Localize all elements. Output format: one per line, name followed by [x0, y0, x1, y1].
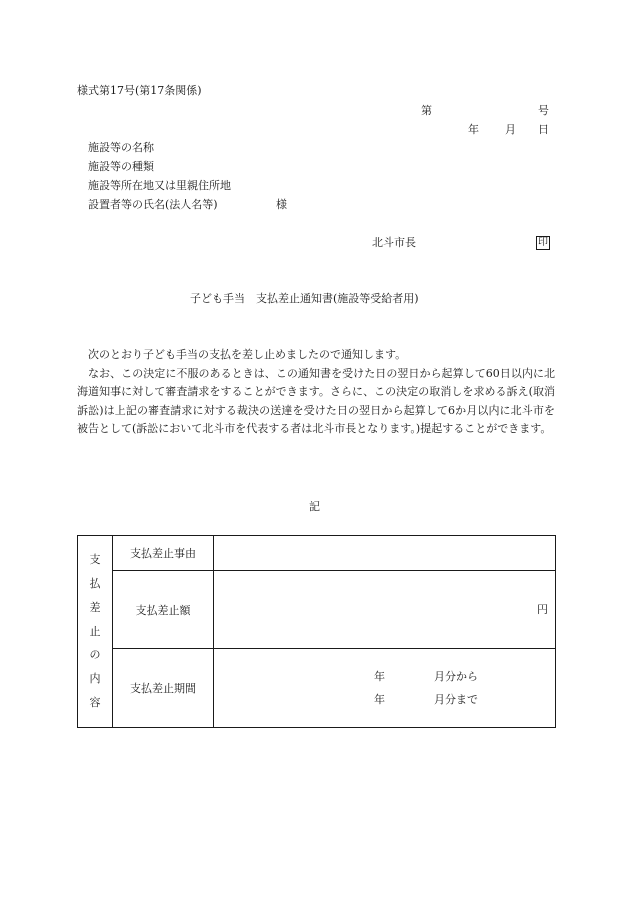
period-to-month: 月分まで [434, 693, 478, 706]
side-header-char: 止 [89, 624, 101, 638]
side-header [78, 536, 113, 728]
body-paragraph-1: 次のとおり子ども手当の支払を差し止めましたので通知します。 [88, 348, 407, 361]
amount-unit: 円 [537, 603, 548, 616]
side-header-char: 容 [89, 695, 101, 709]
period-from-month: 月分から [434, 670, 478, 683]
side-header-char: 払 [89, 577, 101, 590]
period-from-year: 年 [374, 670, 385, 683]
side-header-char: 支 [89, 553, 101, 567]
side-header-char: 差 [89, 600, 101, 614]
ki-heading: 記 [309, 500, 320, 513]
founder-name-label: 設置者等の氏名(法人名等) [88, 198, 218, 211]
form-number: 様式第17号(第17条関係) [77, 84, 202, 97]
amount-value [214, 571, 556, 649]
facility-name-label: 施設等の名称 [88, 141, 154, 154]
honorific: 様 [276, 198, 287, 211]
facility-type-label: 施設等の種類 [88, 160, 154, 173]
seal-icon: 印 [538, 237, 548, 248]
period-value [214, 649, 556, 728]
body-paragraph-2: なお、この決定に不服のあるときは、この通知書を受けた日の翌日から起算して60日以内に北海道知事に対して審査請求をすることができます。さらに、この決定の取消しを求める訴え(取消訴訟)は上記の審査請求に対する裁決の送達を受けた日の翌日から起算して6か月以内に北斗市を被告として(訴訟において北斗市を代表する者は北斗市長となります。)提起することができます。 [77, 366, 555, 436]
document-title: 子ども手当 支払差止通知書(施設等受給者用) [190, 292, 419, 305]
facility-address-label: 施設等所在地又は里親住所地 [88, 179, 231, 192]
period-label: 支払差止期間 [113, 649, 214, 728]
doc-number-prefix: 第 [421, 104, 432, 117]
date-day: 日 [538, 123, 549, 136]
amount-label: 支払差止額 [113, 571, 214, 649]
side-header-char: 内 [89, 672, 101, 686]
reason-label: 支払差止事由 [113, 536, 214, 571]
date-year: 年 [468, 123, 479, 136]
doc-number-suffix: 号 [538, 104, 549, 117]
seal-stamp [536, 235, 550, 250]
issuer-name: 北斗市長 [372, 236, 416, 249]
detail-table [77, 535, 556, 728]
period-to-year: 年 [374, 693, 385, 706]
reason-value [214, 536, 556, 571]
date-month: 月 [505, 123, 516, 136]
body-text [77, 346, 555, 439]
side-header-char: の [89, 648, 101, 662]
